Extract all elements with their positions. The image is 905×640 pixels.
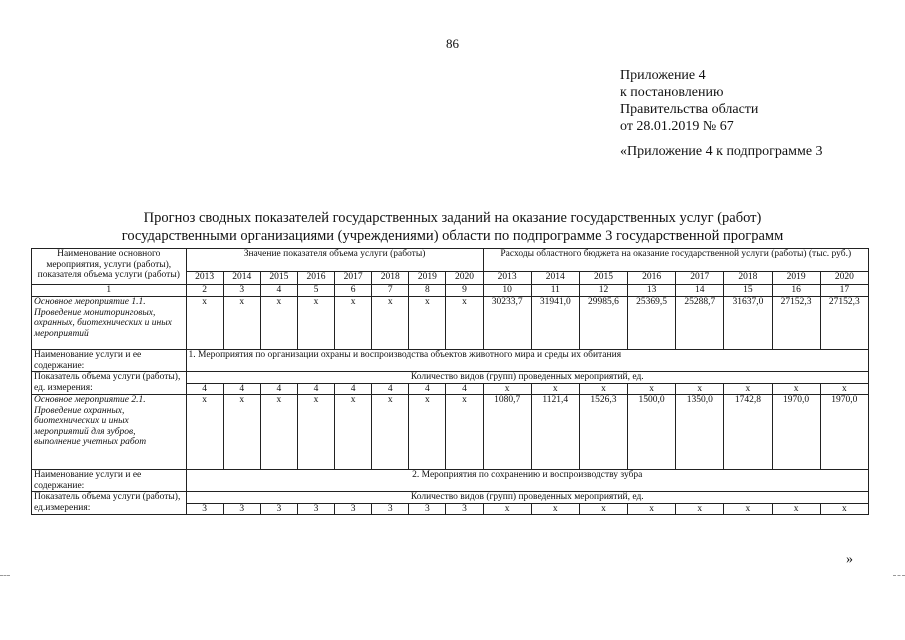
column-number: 11 (531, 285, 579, 297)
year-cell: 2018 (372, 272, 409, 285)
expense-cell: x (724, 383, 772, 395)
service-label: Наименование услуги и ее содержание: (32, 350, 187, 372)
expense-cell: 27152,3 (772, 297, 820, 350)
value-cell: 4 (260, 383, 297, 395)
column-number: 8 (409, 285, 446, 297)
expense-cell: x (772, 503, 820, 515)
column-number: 16 (772, 285, 820, 297)
main-activity-name: Основное мероприятие 1.1. Проведение мониторинговых, охранных, биотехнических и иных мероприятий (32, 297, 187, 350)
value-cell: 4 (223, 383, 260, 395)
appendix-line: от 28.01.2019 № 67 (620, 119, 734, 134)
column-number: 17 (820, 285, 868, 297)
year-cell: 2020 (820, 272, 868, 285)
year-cell: 2016 (628, 272, 676, 285)
expense-cell: 1080,7 (483, 395, 531, 470)
value-cell: 3 (260, 503, 297, 515)
expense-cell: x (531, 503, 579, 515)
column-number: 13 (628, 285, 676, 297)
expense-cell: 1742,8 (724, 395, 772, 470)
expense-cell: x (820, 383, 868, 395)
scan-edge-mark (893, 575, 905, 576)
expense-cell: x (483, 503, 531, 515)
expense-cell: x (579, 503, 627, 515)
value-cell: x (446, 395, 483, 470)
head-expense-cell: Расходы областного бюджета на оказание государственной услуги (работы) (тыс. руб.) (483, 249, 868, 272)
service-text: 1. Мероприятия по организации охраны и воспроизводства объектов животного мира и среды их обитания (186, 350, 868, 372)
expense-cell: 1970,0 (820, 395, 868, 470)
column-number: 7 (372, 285, 409, 297)
value-cell: 4 (335, 383, 372, 395)
column-number: 6 (335, 285, 372, 297)
expense-cell: x (531, 383, 579, 395)
value-cell: 3 (409, 503, 446, 515)
value-cell: 3 (446, 503, 483, 515)
expense-cell: 29985,6 (579, 297, 627, 350)
expense-cell: 1970,0 (772, 395, 820, 470)
year-cell: 2014 (223, 272, 260, 285)
indicator-label: Показатель объема услуги (работы), ед.измерения: (32, 492, 187, 515)
year-cell: 2019 (409, 272, 446, 285)
column-number: 1 (32, 285, 187, 297)
title-line: государственными организациями (учреждениями) области по подпрограмме 3 государственной программ (121, 228, 784, 244)
value-cell: x (297, 395, 334, 470)
value-cell: 3 (297, 503, 334, 515)
year-cell: 2013 (483, 272, 531, 285)
value-cell: 3 (335, 503, 372, 515)
main-activity-name: Основное мероприятие 2.1. Проведение охранных, биотехнических и иных мероприятий для зубров, выполнение учетных работ (32, 395, 187, 470)
appendix-subprogram: «Приложение 4 к подпрограмме 3 (620, 144, 823, 159)
expense-cell: 1526,3 (579, 395, 627, 470)
column-number: 15 (724, 285, 772, 297)
value-cell: 3 (223, 503, 260, 515)
expense-cell: x (483, 383, 531, 395)
value-cell: x (335, 395, 372, 470)
value-cell: 3 (372, 503, 409, 515)
year-cell: 2014 (531, 272, 579, 285)
value-cell: 4 (297, 383, 334, 395)
column-number: 14 (676, 285, 724, 297)
value-cell: 4 (372, 383, 409, 395)
service-label: Наименование услуги и ее содержание: (32, 470, 187, 492)
year-cell: 2015 (260, 272, 297, 285)
scan-edge-mark (0, 575, 10, 576)
value-cell: 4 (186, 383, 223, 395)
appendix-line: Правительства области (620, 102, 759, 117)
year-cell: 2018 (724, 272, 772, 285)
value-cell: 4 (409, 383, 446, 395)
year-cell: 2019 (772, 272, 820, 285)
indicator-text: Количество видов (групп) проведенных мероприятий, ед. (186, 372, 868, 384)
title-line: Прогноз сводных показателей государственных заданий на оказание государственных услуг (работ) (143, 210, 762, 226)
value-cell: x (186, 297, 223, 350)
column-number: 2 (186, 285, 223, 297)
value-cell: x (446, 297, 483, 350)
indicator-text: Количество видов (групп) проведенных мероприятий, ед. (186, 492, 868, 504)
value-cell: 3 (186, 503, 223, 515)
page-number: 86 (446, 36, 459, 51)
year-cell: 2017 (676, 272, 724, 285)
head-name-cell: Наименование основного мероприятия, услуги (работы), показателя объема услуги (работы) (32, 249, 187, 285)
expense-cell: x (676, 383, 724, 395)
value-cell: x (297, 297, 334, 350)
appendix-line: Приложение 4 (620, 68, 706, 83)
value-cell: x (372, 395, 409, 470)
value-cell: x (223, 297, 260, 350)
expense-cell: x (676, 503, 724, 515)
expense-cell: 31637,0 (724, 297, 772, 350)
year-cell: 2016 (297, 272, 334, 285)
value-cell: x (335, 297, 372, 350)
column-number: 5 (297, 285, 334, 297)
expense-cell: 1500,0 (628, 395, 676, 470)
expense-cell: x (724, 503, 772, 515)
value-cell: x (223, 395, 260, 470)
column-number: 12 (579, 285, 627, 297)
value-cell: x (260, 297, 297, 350)
expense-cell: x (579, 383, 627, 395)
expense-cell: 27152,3 (820, 297, 868, 350)
closing-quote: » (846, 552, 853, 567)
value-cell: x (409, 297, 446, 350)
expense-cell: x (628, 383, 676, 395)
forecast-table (31, 248, 869, 515)
expense-cell: 1350,0 (676, 395, 724, 470)
appendix-line: к постановлению (620, 85, 724, 100)
expense-cell: 1121,4 (531, 395, 579, 470)
value-cell: x (372, 297, 409, 350)
column-number: 9 (446, 285, 483, 297)
year-cell: 2020 (446, 272, 483, 285)
year-cell: 2015 (579, 272, 627, 285)
expense-cell: 25369,5 (628, 297, 676, 350)
document-title (0, 209, 905, 245)
value-cell: 4 (446, 383, 483, 395)
head-value-cell: Значение показателя объема услуги (работы) (186, 249, 483, 272)
year-cell: 2017 (335, 272, 372, 285)
expense-cell: 30233,7 (483, 297, 531, 350)
value-cell: x (260, 395, 297, 470)
expense-cell: x (628, 503, 676, 515)
expense-cell: 31941,0 (531, 297, 579, 350)
column-number: 10 (483, 285, 531, 297)
expense-cell: x (820, 503, 868, 515)
column-number: 3 (223, 285, 260, 297)
column-number: 4 (260, 285, 297, 297)
service-text: 2. Мероприятия по сохранению и воспроизводству зубра (186, 470, 868, 492)
indicator-label: Показатель объема услуги (работы), ед. измерения: (32, 372, 187, 395)
expense-cell: 25288,7 (676, 297, 724, 350)
value-cell: x (186, 395, 223, 470)
expense-cell: x (772, 383, 820, 395)
value-cell: x (409, 395, 446, 470)
year-cell: 2013 (186, 272, 223, 285)
